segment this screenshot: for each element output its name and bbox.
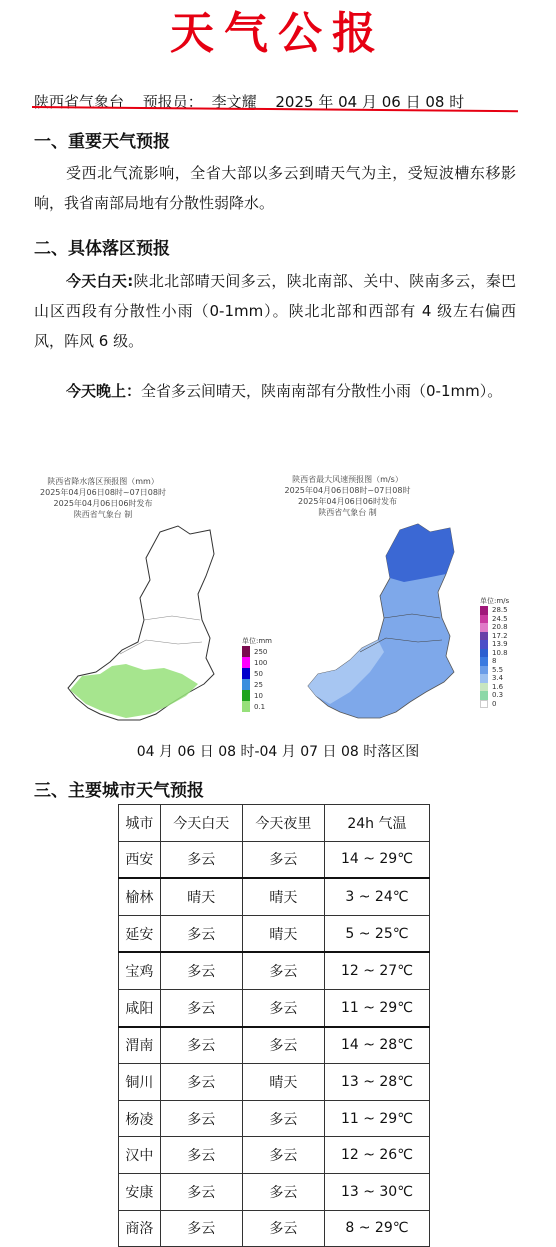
forecast-maps	[0, 464, 556, 744]
section1-text: 受西北气流影响，全省大部以多云到晴天气为主，受短波槽东移影响，我省南部局地有分散性弱降水。	[34, 164, 516, 212]
issuing-org: 陕西省气象台	[34, 93, 125, 111]
rain-map-org: 陕西省气象台 制	[73, 510, 133, 519]
wind-map	[300, 522, 460, 727]
rain-legend-title: 单位:mm	[242, 637, 272, 645]
header-day: 今天白天	[160, 805, 242, 842]
night-text: 全省多云间晴天，陕南南部有分散性小雨（0-1mm）。	[141, 382, 503, 400]
wind-map-title: 陕西省最大风速预报图（m/s）	[292, 475, 403, 484]
day-label: 今天白天:	[66, 272, 134, 290]
strong-wind-area	[386, 524, 454, 582]
rain-map-range: 2025年04月06日08时~07日08时	[40, 488, 166, 497]
rain-map-title: 陕西省降水落区预报图（mm）	[47, 477, 159, 486]
section3-heading: 三、主要城市天气预报	[34, 781, 204, 801]
issue-datetime: 2025 年 04 月 06 日 08 时	[275, 93, 465, 111]
wind-legend-item: 10.8	[480, 649, 509, 658]
wind-map-range: 2025年04月06日08时~07日08时	[284, 486, 411, 495]
wind-legend-item: 17.2	[480, 632, 509, 641]
wind-legend-item: 3.4	[480, 674, 509, 683]
header-night: 今天夜里	[242, 805, 324, 842]
city-forecast-table	[118, 804, 430, 1247]
rain-legend-item: 10	[242, 690, 272, 701]
wind-legend-item: 0.3	[480, 691, 509, 700]
rain-legend-item: 0.1	[242, 701, 272, 712]
section1-heading: 一、重要天气预报	[34, 132, 170, 152]
rain-legend-item: 100	[242, 657, 272, 668]
day-text: 陕北北部晴天间多云，陕北南部、关中、陕南多云，秦巴山区西段有分散性小雨（0-1mm）。陕北北部和西部有 4 级左右偏西风，阵风 6 级。	[34, 272, 516, 350]
wind-map-org: 陕西省气象台 制	[318, 508, 377, 517]
wind-legend-item: 13.9	[480, 640, 509, 649]
table-row: 西安 多云 多云 14 ~ 29℃	[119, 841, 430, 878]
table-row: 宝鸡 多云 多云 12 ~ 27℃	[119, 952, 430, 989]
wind-map-issued: 2025年04月06日06时发布	[298, 497, 397, 506]
page-title: 天气公报	[170, 8, 386, 59]
table-row: 榆林 晴天 晴天 3 ~ 24℃	[119, 878, 430, 915]
night-label: 今天晚上：	[66, 382, 142, 400]
section1-body	[34, 158, 516, 218]
header-city: 城市	[119, 805, 161, 842]
table-row: 渭南 多云 多云 14 ~ 28℃	[119, 1027, 430, 1064]
wind-legend-item: 1.6	[480, 683, 509, 692]
table-row: 商洛 多云 多云 8 ~ 29℃	[119, 1210, 430, 1247]
wind-legend-item: 8	[480, 657, 509, 666]
header-temp: 24h 气温	[324, 805, 429, 842]
maps-caption: 04 月 06 日 08 时-04 月 07 日 08 时落区图	[136, 744, 420, 760]
forecaster-label: 预报员：	[142, 93, 203, 111]
table-row: 安康 多云 多云 13 ~ 30℃	[119, 1173, 430, 1210]
wind-legend-item: 0	[480, 700, 509, 709]
wind-map-info	[280, 474, 415, 518]
rain-legend-item: 50	[242, 668, 272, 679]
rain-legend	[242, 636, 272, 712]
wind-legend-item: 5.5	[480, 666, 509, 675]
wind-legend-title: 单位:m/s	[480, 597, 510, 605]
table-row: 延安 多云 晴天 5 ~ 25℃	[119, 915, 430, 952]
wind-legend	[480, 596, 509, 708]
table-row: 杨凌 多云 多云 11 ~ 29℃	[119, 1100, 430, 1137]
rain-legend-item: 25	[242, 679, 272, 690]
wind-legend-item: 20.8	[480, 623, 509, 632]
section2-heading: 二、具体落区预报	[34, 239, 170, 259]
table-row: 咸阳 多云 多云 11 ~ 29℃	[119, 989, 430, 1026]
rain-map	[60, 524, 220, 724]
rain-legend-item: 250	[242, 646, 272, 657]
section2-night	[34, 376, 516, 406]
wind-legend-item: 28.5	[480, 606, 509, 615]
section2-day	[34, 266, 516, 356]
table-header-row	[119, 805, 430, 842]
rain-map-info	[38, 476, 168, 520]
wind-legend-item: 24.5	[480, 615, 509, 624]
forecaster-name: 李文耀	[211, 93, 257, 111]
rain-map-issued: 2025年04月06日06时发布	[53, 499, 153, 508]
table-row: 铜川 多云 晴天 13 ~ 28℃	[119, 1064, 430, 1101]
table-row: 汉中 多云 多云 12 ~ 26℃	[119, 1137, 430, 1174]
